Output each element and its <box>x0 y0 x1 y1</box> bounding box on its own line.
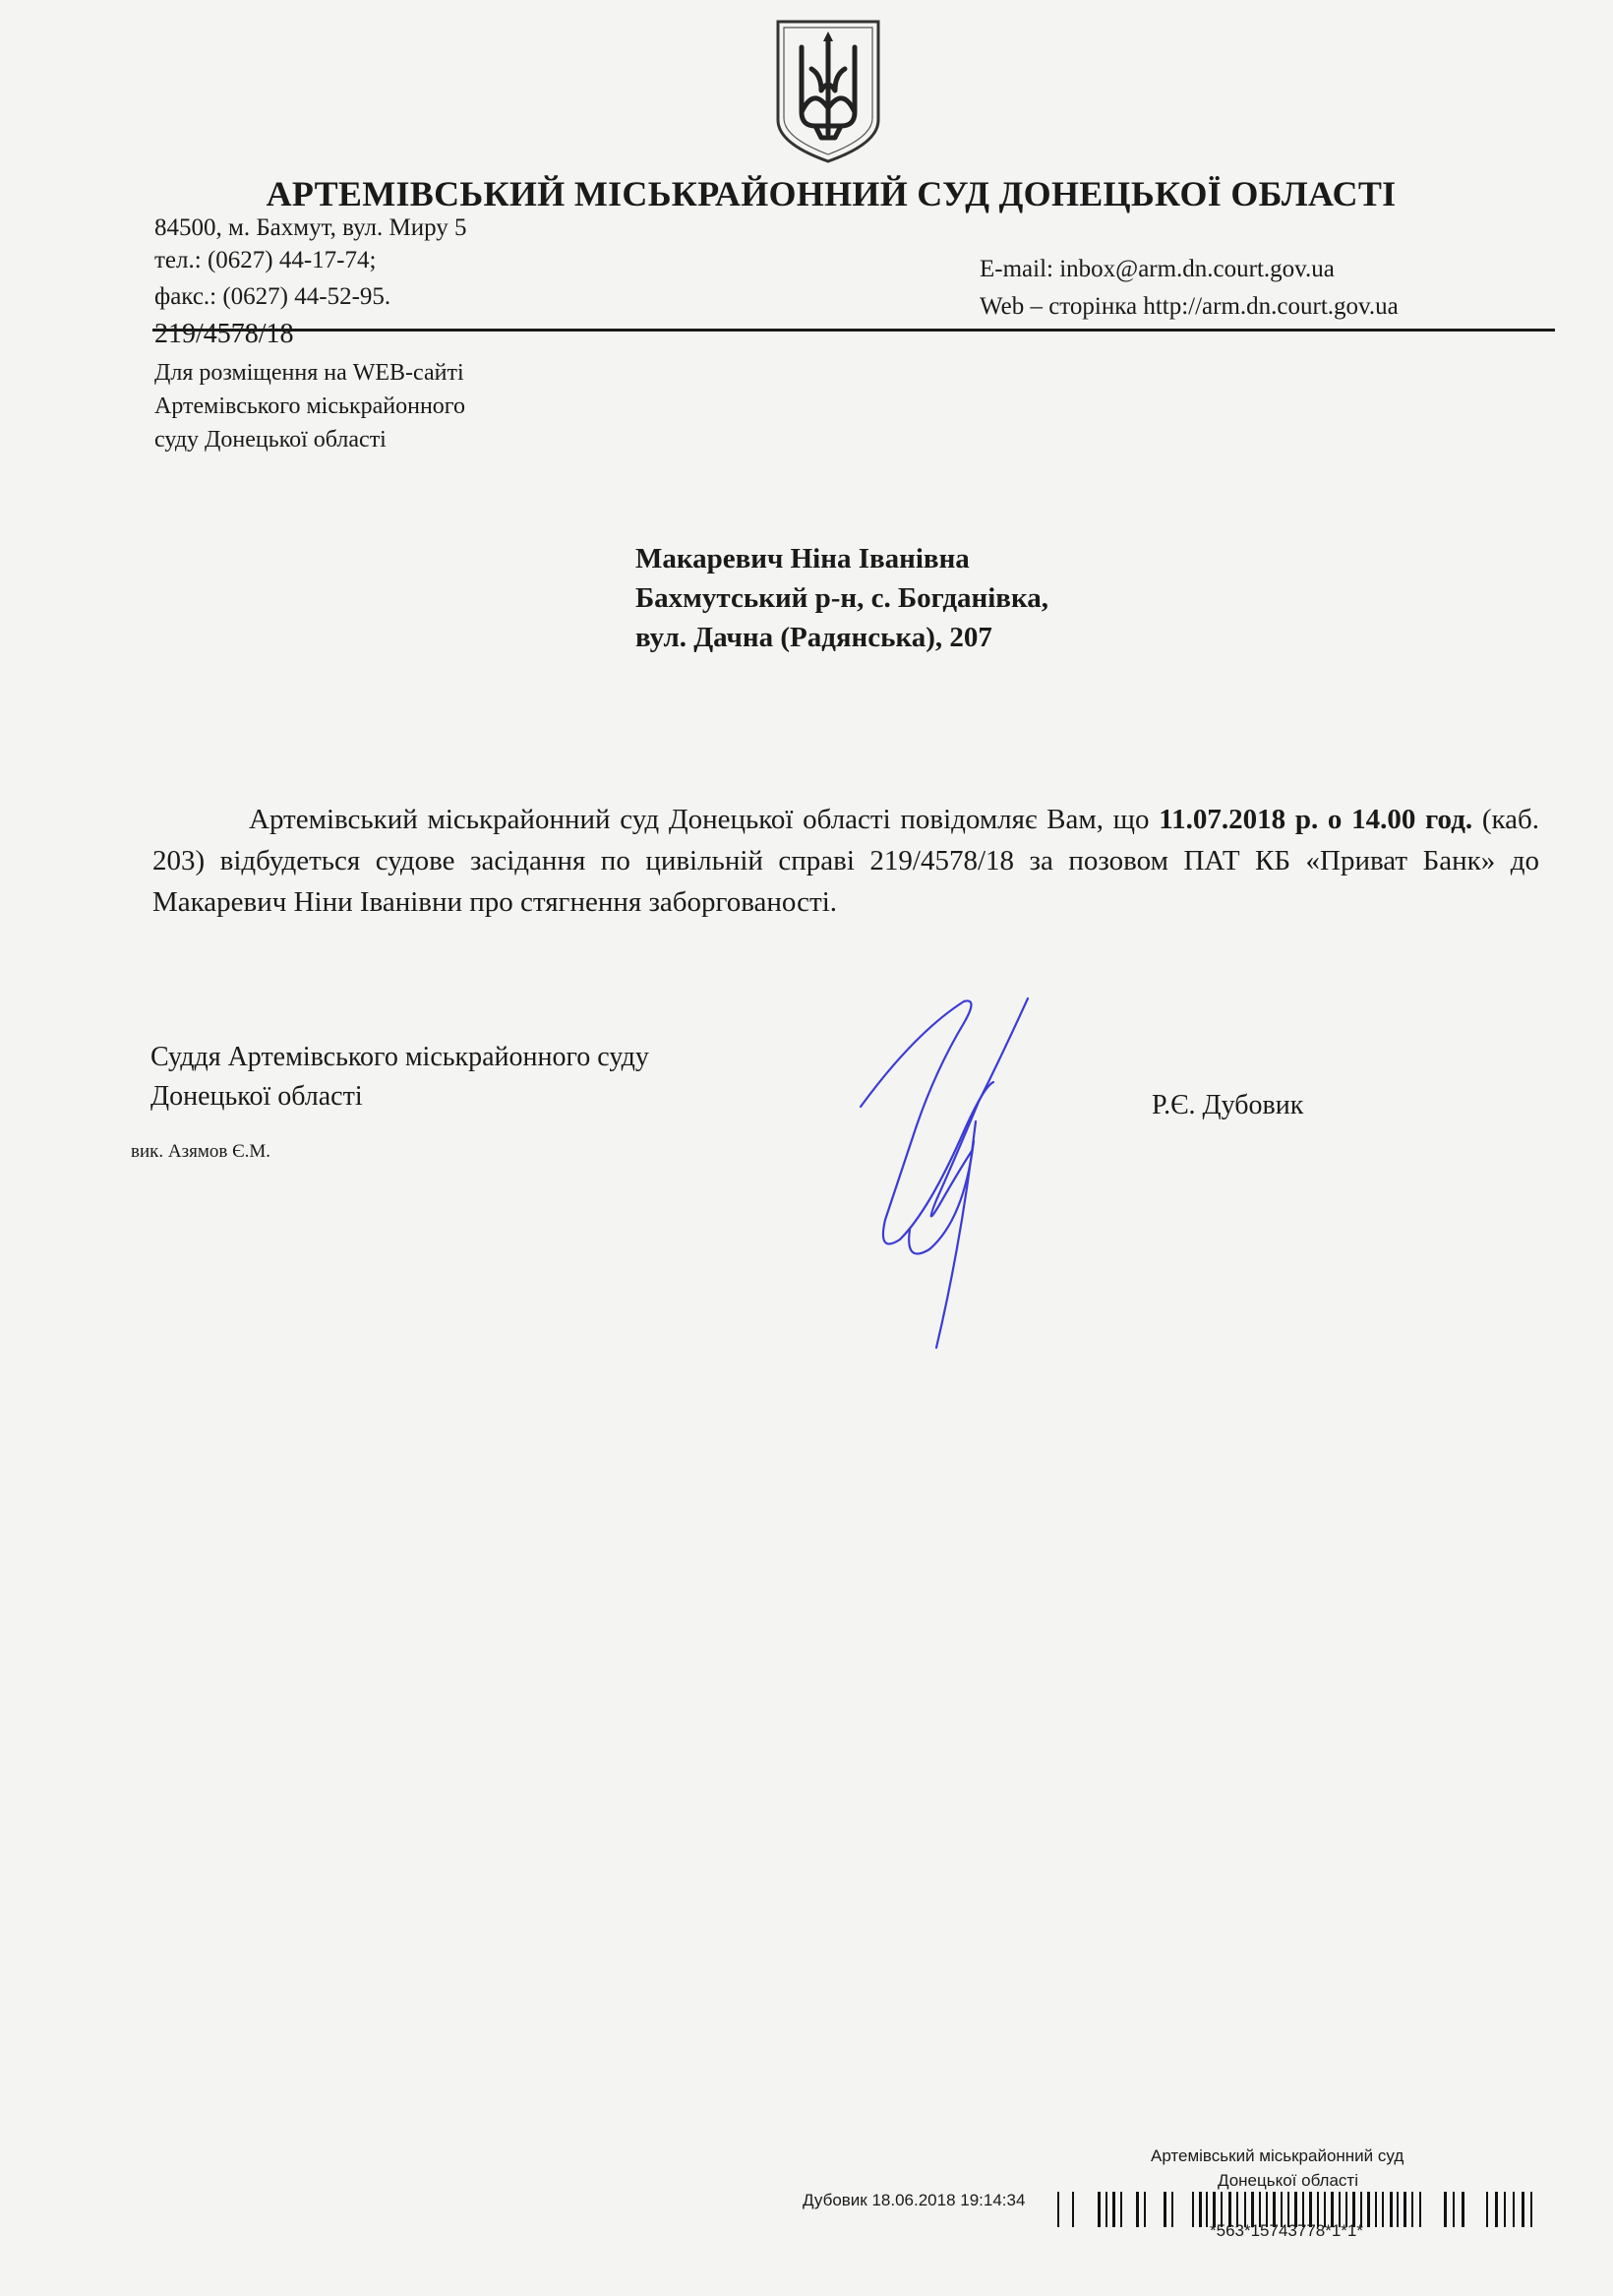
judge-name: Р.Є. Дубовик <box>1152 1090 1304 1120</box>
header-divider <box>152 329 1555 332</box>
addressee-block <box>635 539 1048 657</box>
judge-title <box>150 1038 649 1117</box>
judge-title-line: Донецької області <box>150 1081 363 1112</box>
coat-of-arms-icon <box>772 18 884 165</box>
court-name: АРТЕМІВСЬКИЙ МІСЬКРАЙОННИЙ СУД ДОНЕЦЬКОЇ ОБЛАСТІ <box>266 174 1397 213</box>
notice-text: Артемівський міськрайонний суд Донецької області повідомляє Вам, що <box>249 804 1160 835</box>
notice-paragraph <box>152 799 1539 923</box>
judge-title-line: Суддя Артемівського міськрайонного суду <box>150 1042 649 1072</box>
court-address: 84500, м. Бахмут, вул. Миру 5 <box>154 214 467 241</box>
notice-text: (каб. 203) відбудеться судове засідання по цивільній справі 219/4578/18 за позовом ПАТ КБ «Приват Банк» до Макаревич Ніни Іванівни про стягнення заборгованості. <box>152 804 1540 918</box>
addressee-address-line: Бахмутський р-н, с. Богданівка, <box>635 582 1048 614</box>
stamp-region: Донецької області <box>1218 2171 1358 2190</box>
hearing-datetime: 11.07.2018 р. о 14.00 год. <box>1159 804 1473 835</box>
court-email: E-mail: inbox@arm.dn.court.gov.ua <box>980 256 1335 282</box>
court-fax: факс.: (0627) 44-52-95. <box>154 283 391 310</box>
addressee-address-line: вул. Дачна (Радянська), 207 <box>635 622 992 653</box>
court-phone: тел.: (0627) 44-17-74; <box>154 247 377 273</box>
web-note-line: Для розміщення на WEB-сайті <box>154 360 464 386</box>
stamp-court-name: Артемівський міськрайонний суд <box>1151 2146 1404 2165</box>
addressee-name: Макаревич Ніна Іванівна <box>635 543 970 574</box>
web-placement-note <box>154 356 465 456</box>
executor-note: вик. Азямов Є.М. <box>131 1141 271 1162</box>
barcode-code: *563*15743778*1*1* <box>1210 2221 1363 2240</box>
court-website: Web – сторінка http://arm.dn.court.gov.ua <box>980 293 1399 320</box>
handwritten-signature <box>856 994 1033 1358</box>
web-note-line: Артемівського міськрайонного <box>154 393 466 419</box>
web-note-line: суду Донецької області <box>154 427 387 453</box>
case-number: 219/4578/18 <box>154 319 294 349</box>
electronic-signature-stamp: Дубовик 18.06.2018 19:14:34 <box>803 2191 1026 2209</box>
